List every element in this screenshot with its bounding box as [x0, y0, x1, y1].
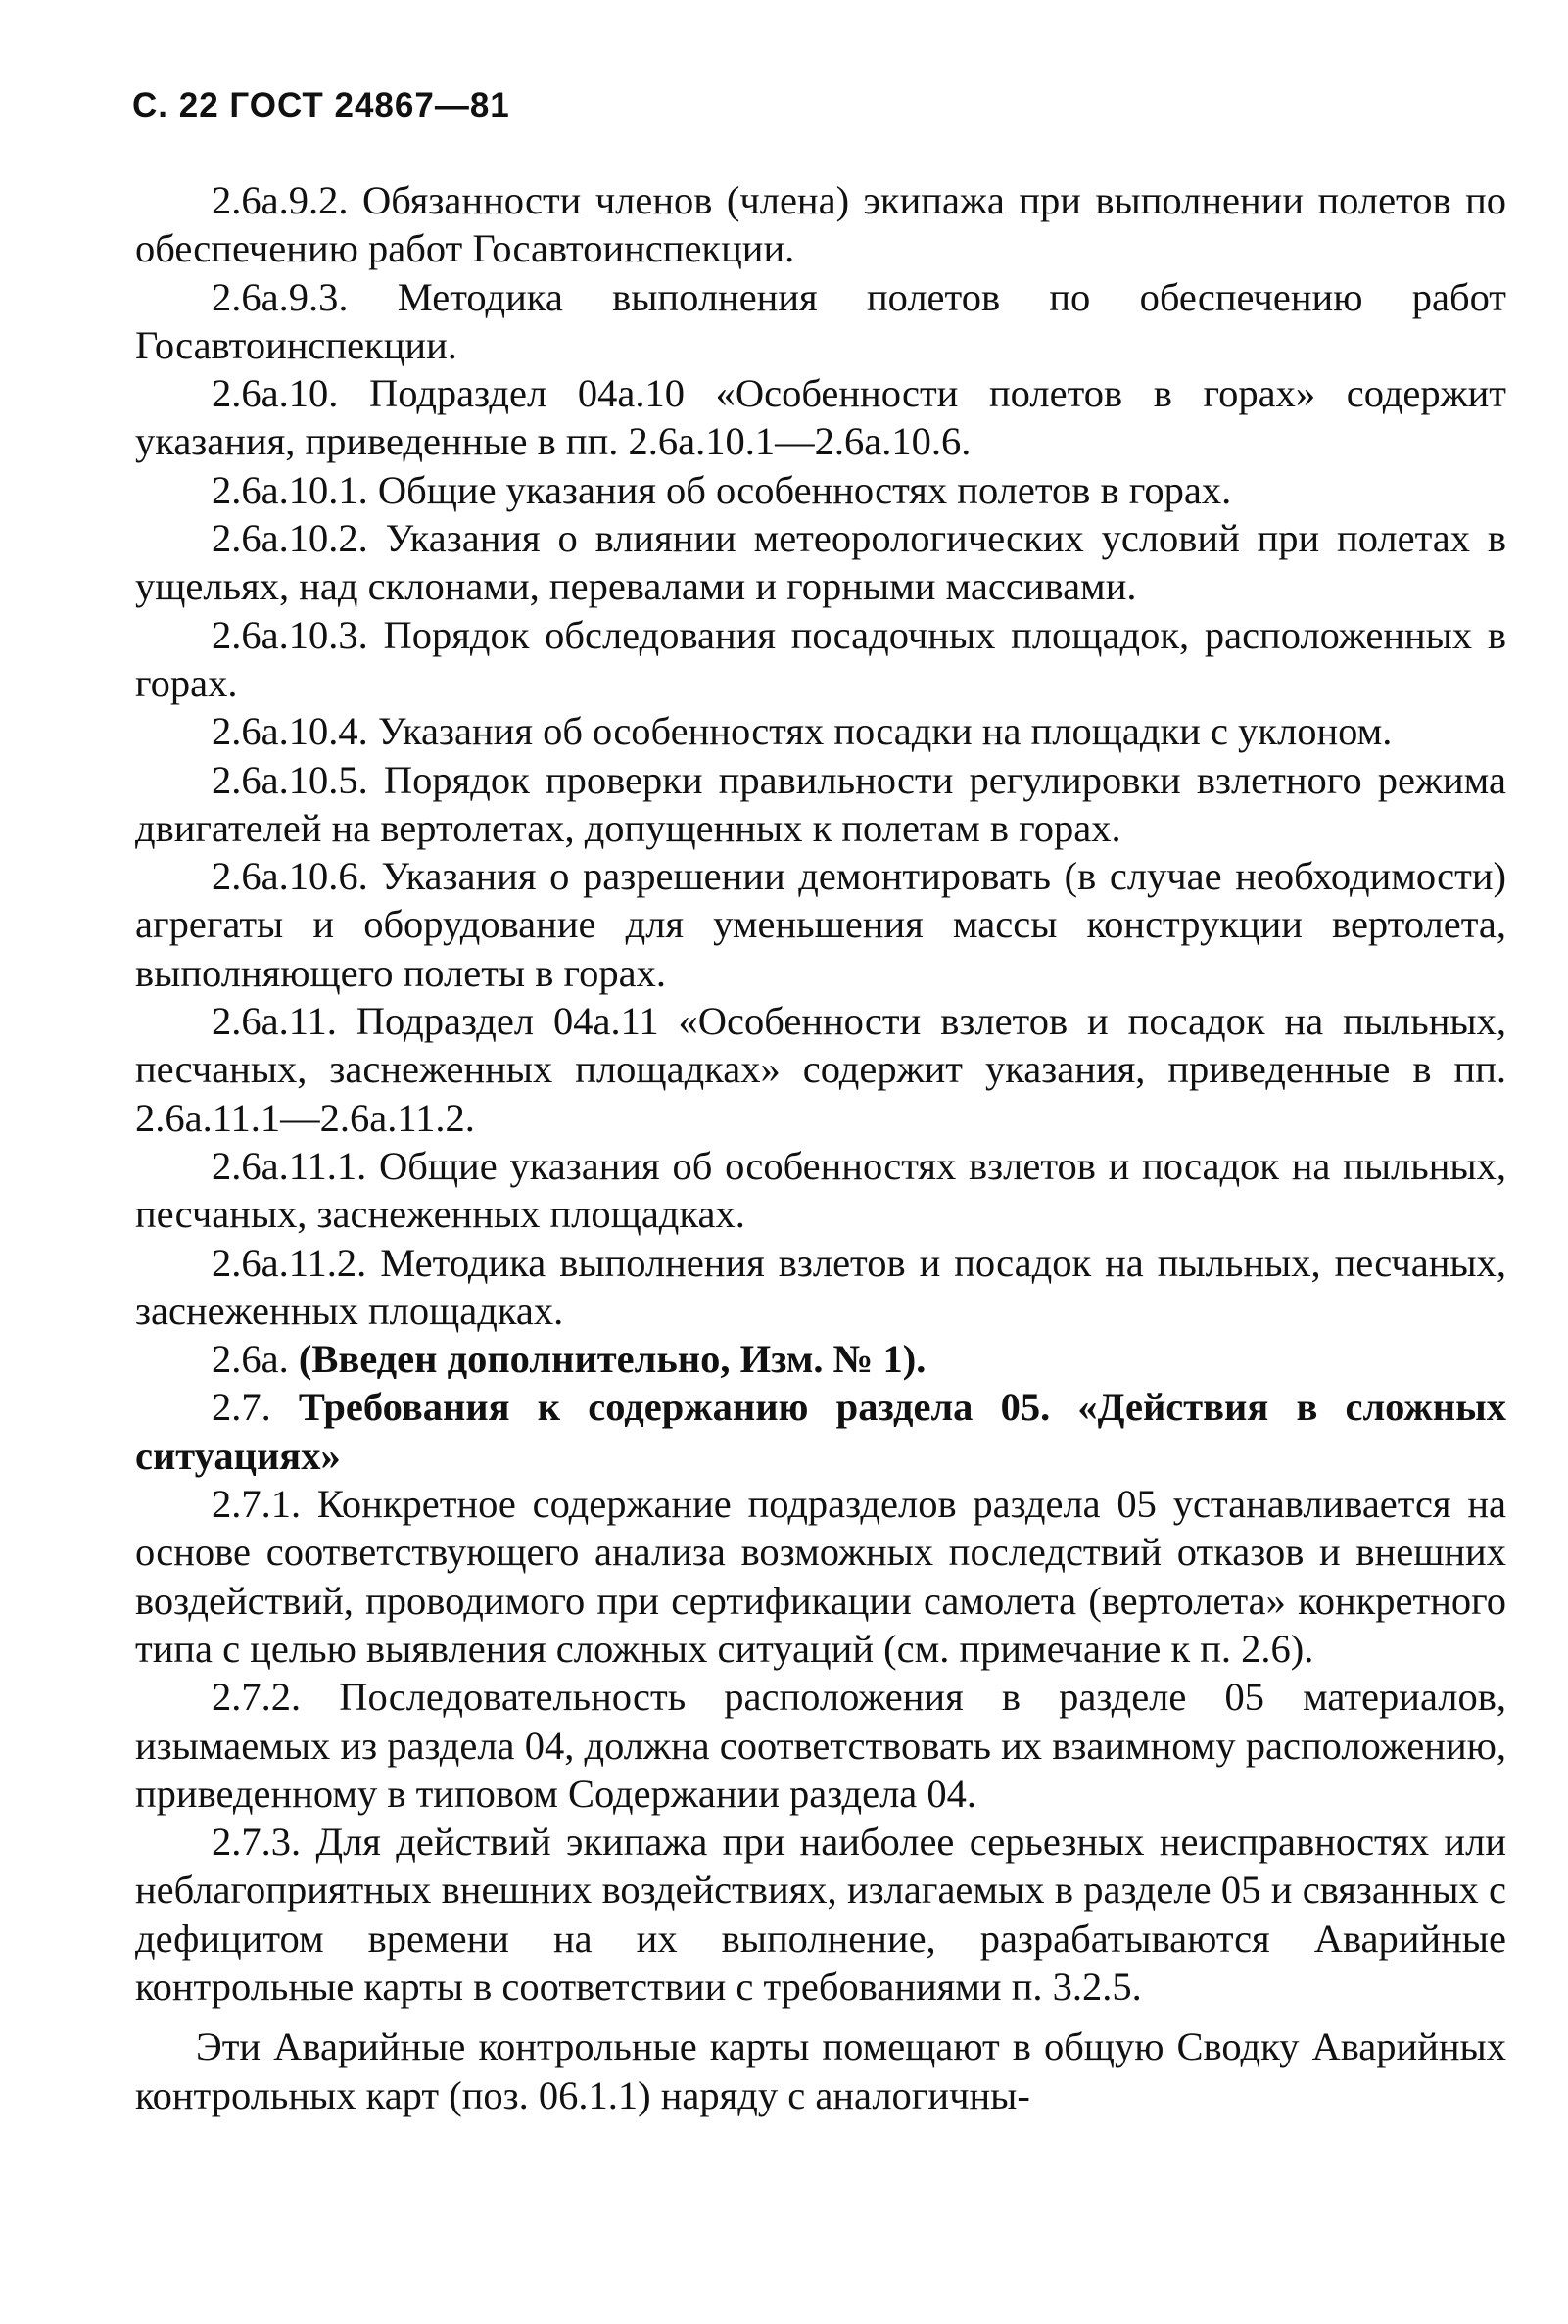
paragraph: 2.7.1. Конкретное содержание подразделов раздела 05 устанавливается на основе соответствующего анализа возможных последствий отказов и внешних воздействий, проводимого при сертификации самолета (вертолета» конкретного типа с целью выявления сложных ситуаций (см. примечание к п. 2.6).: [135, 1482, 1506, 1671]
paragraph: 2.6а.10.6. Указания о разрешении демонтировать (в случае необходимости) агрегаты и оборудование для уменьшения массы конструкции вертолета, выполняющего полеты в горах.: [135, 854, 1506, 995]
paragraph: 2.7.2. Последовательность расположения в разделе 05 материалов, изымаемых из раздела 04, должна соответствовать их взаимному расположению, приведенному в типовом Содержании раздела 04.: [135, 1675, 1506, 1816]
section-title: Требования к содержанию раздела 05. «Действия в сложных ситуациях»: [135, 1385, 1506, 1478]
section-heading: [135, 1383, 1506, 1480]
paragraph: 2.6а.11.2. Методика выполнения взлетов и посадок на пыльных, песчаных, заснеженных площадках.: [135, 1240, 1506, 1333]
paragraph: 2.6а.10.4. Указания об особенностях посадки на площадки с уклоном.: [212, 709, 1393, 754]
paragraph: 2.6а.9.2. Обязанности членов (члена) экипажа при выполнении полетов по обеспечению работ Госавтоинспекции.: [135, 178, 1506, 271]
paragraph: Эти Аварийные контрольные карты помещают в общую Сводку Аварийных контрольных карт (поз. 06.1.1) наряду с аналогичны-: [135, 2024, 1506, 2117]
paragraph: 2.6а.10.3. Порядок обследования посадочных площадок, расположенных в горах.: [135, 612, 1506, 705]
paragraph: 2.6а.10.2. Указания о влиянии метеорологических условий при полетах в ущельях, над склонами, перевалами и горными массивами.: [135, 516, 1506, 609]
page-header: С. 22 ГОСТ 24867—81: [132, 86, 510, 124]
section-number: 2.7.: [212, 1385, 299, 1430]
amendment-note: [135, 1335, 1506, 1383]
paragraph: 2.6а.9.3. Методика выполнения полетов по обеспечению работ Госавтоинспекции.: [135, 274, 1506, 367]
amendment-prefix: 2.6а.: [212, 1337, 299, 1382]
amendment-text: (Введен дополнительно, Изм. № 1).: [298, 1337, 927, 1382]
document-body: [135, 176, 1506, 2119]
paragraph: 2.7.3. Для действий экипажа при наиболее серьезных неисправностях или неблагоприятных внешних воздействиях, излагаемых в разделе 05 и связанных с дефицитом времени на их выполнение, разрабатываются Аварийные контрольные карты в соответствии с требованиями п. 3.2.5.: [135, 1820, 1506, 2009]
paragraph: 2.6а.11. Подраздел 04а.11 «Особенности взлетов и посадок на пыльных, песчаных, заснеженных площадках» содержит указания, приведенные в пп. 2.6а.11.1—2.6а.11.2.: [135, 999, 1506, 1140]
paragraph: 2.6а.10. Подраздел 04а.10 «Особенности полетов в горах» содержит указания, приведенные в пп. 2.6а.10.1—2.6а.10.6.: [135, 371, 1506, 464]
paragraph: 2.6а.10.5. Порядок проверки правильности регулировки взлетного режима двигателей на вертолетах, допущенных к полетам в горах.: [135, 757, 1506, 850]
paragraph: 2.6а.11.1. Общие указания об особенностях взлетов и посадок на пыльных, песчаных, заснеженных площадках.: [135, 1143, 1506, 1237]
paragraph: 2.6а.10.1. Общие указания об особенностях полетов в горах.: [212, 467, 1232, 512]
